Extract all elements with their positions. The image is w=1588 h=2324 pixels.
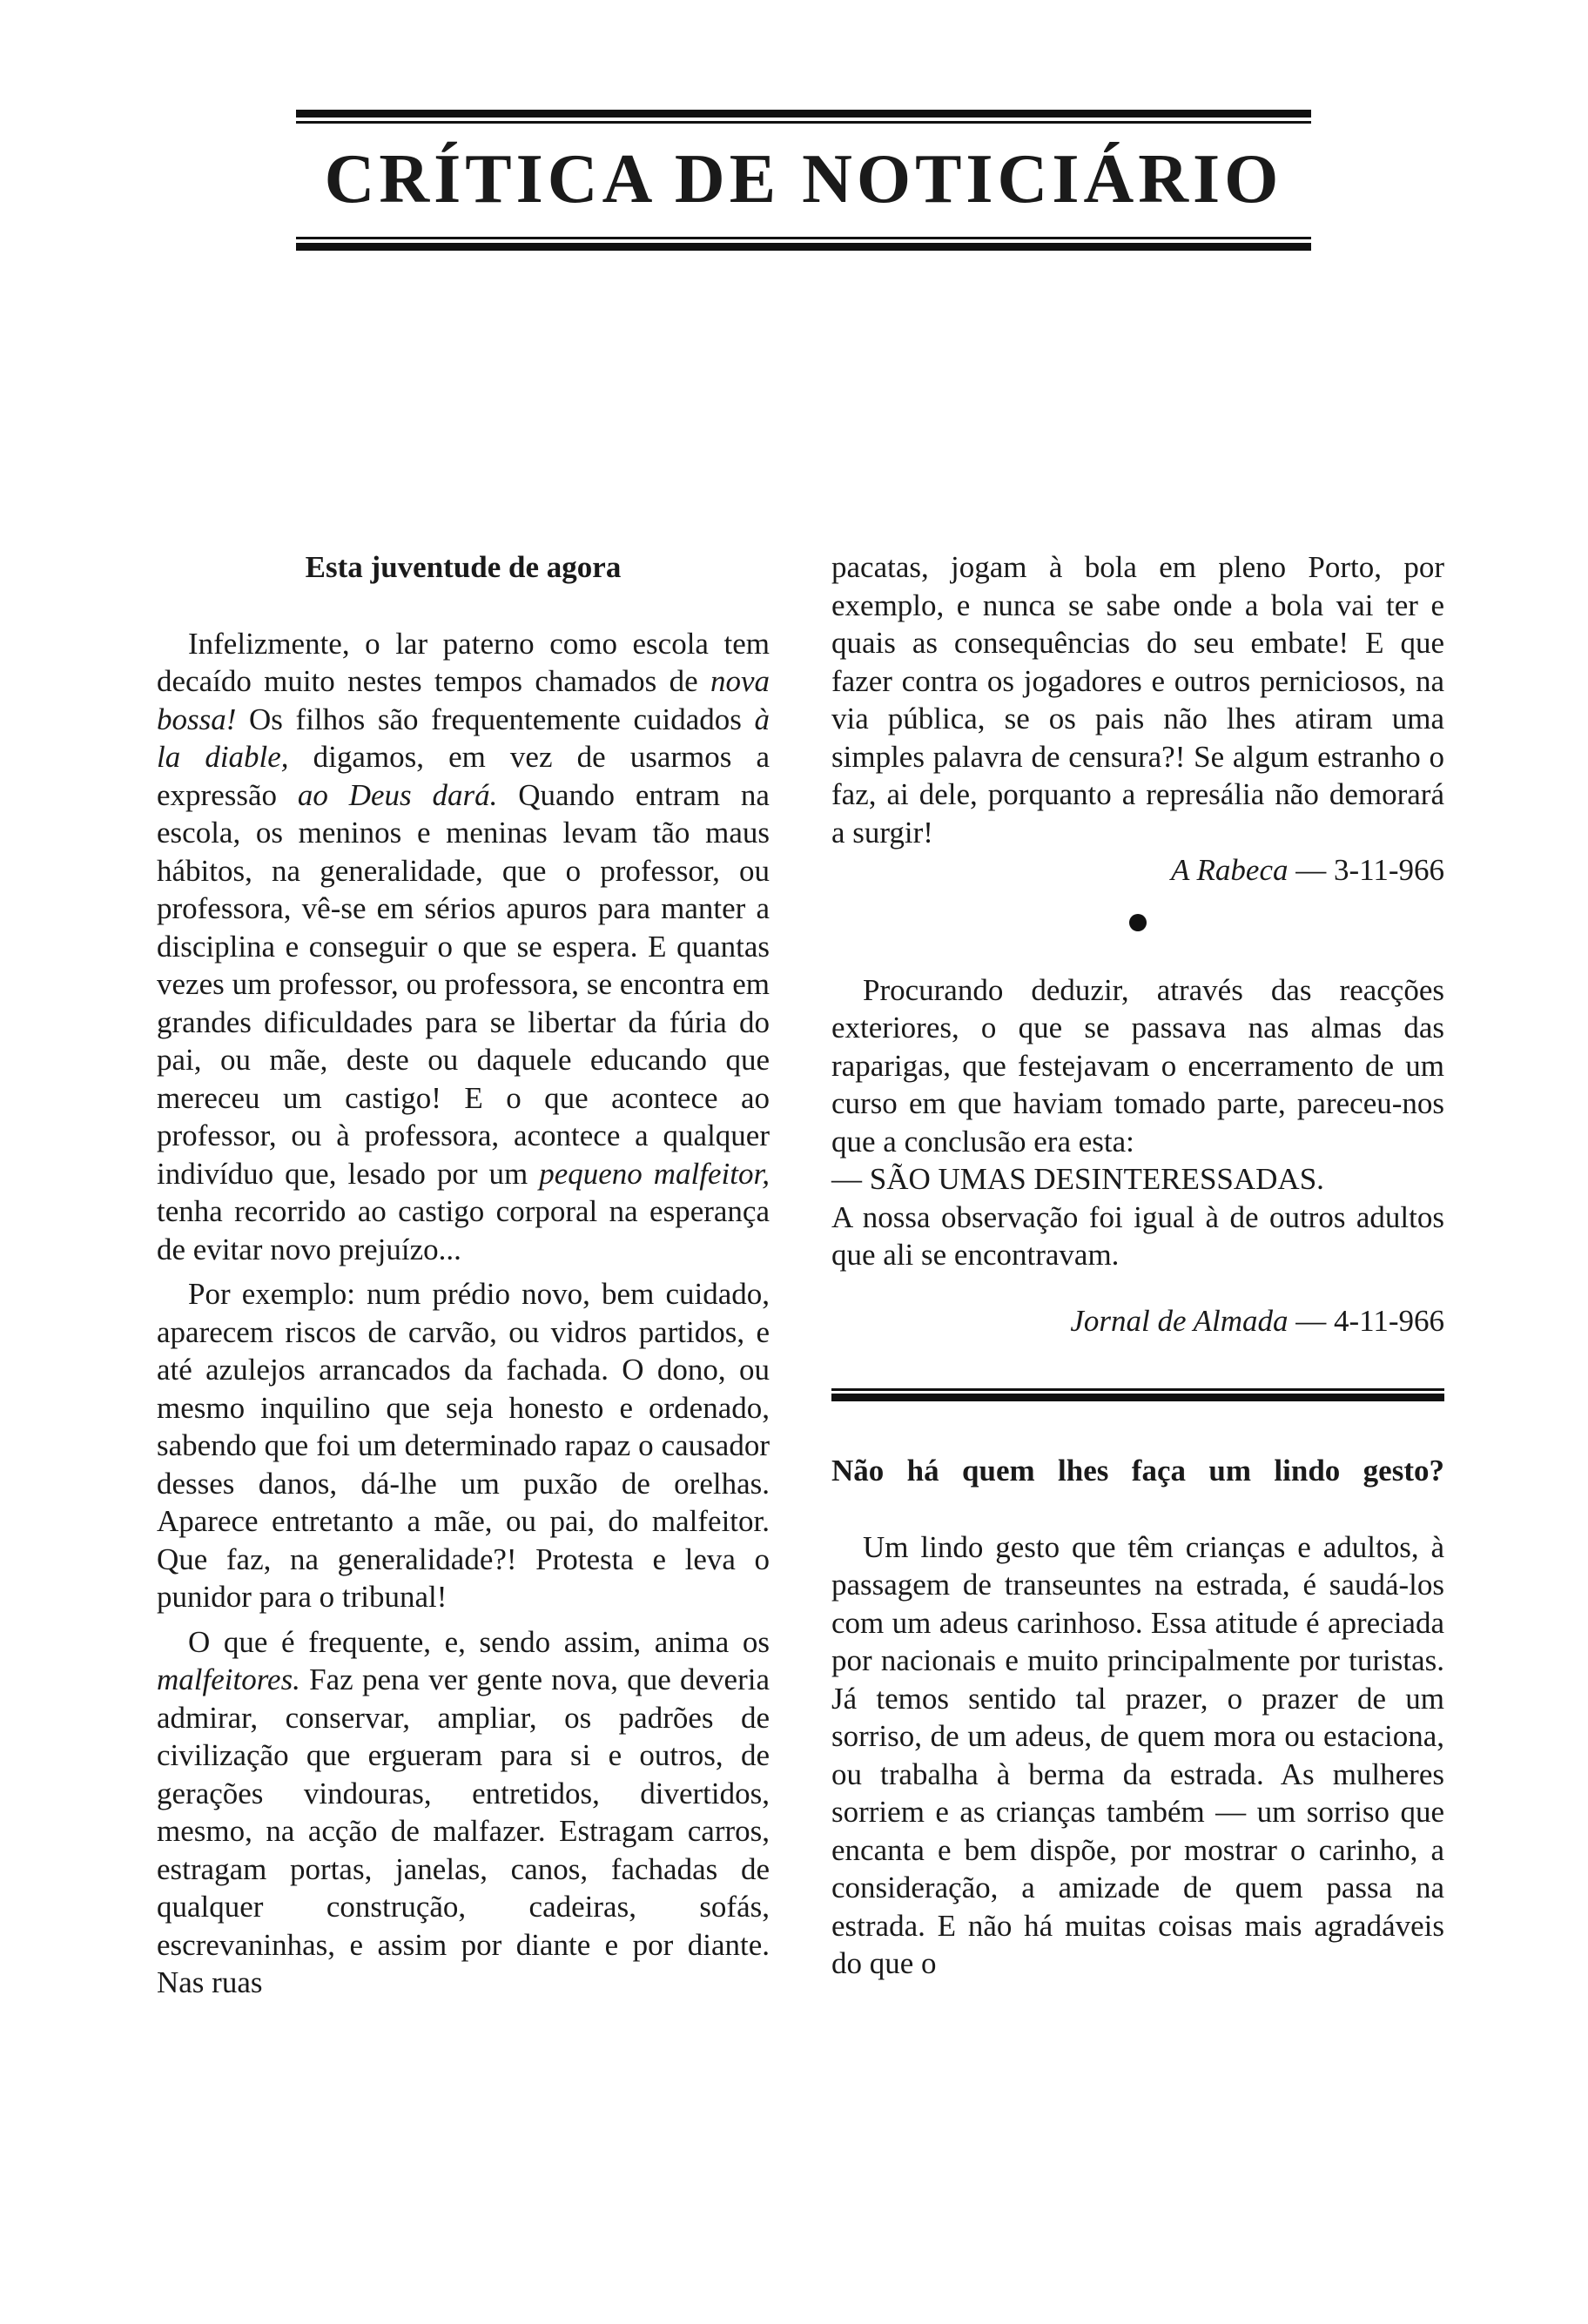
masthead-bottom-thick-rule bbox=[296, 243, 1311, 251]
text-run: Infelizmente, o lar paterno como escola tem decaído muito nestes tempos chamados de bbox=[157, 626, 770, 698]
separator-thin-rule bbox=[831, 1388, 1444, 1391]
article-paragraph: Por exemplo: num prédio novo, bem cuidado, aparecem riscos de carvão, ou vidros partidos, e até azulejos arrancados da fachada. O dono, ou mesmo inquilino que seja honesto e ordenado, sabendo que foi um determinado rapaz o causador desses danos, dá-lhe um puxão de orelhas. Aparece entretanto a mãe, ou pai, do malfeitor. Que faz, na generalidade?! Protesta e leva o punidor para o tribunal! bbox=[157, 1277, 770, 1614]
text-run: tenha recorrido ao castigo corporal na esperança de evitar novo prejuízo... bbox=[157, 1194, 770, 1266]
source-date: — 3-11-966 bbox=[1288, 853, 1444, 887]
source-name: A Rabeca bbox=[1171, 853, 1289, 887]
italic-text: à la diable, bbox=[157, 702, 770, 774]
text-run: Quando entram na escola, os meninos e meninas levam tão maus hábitos, na generalidade, que o professor, ou professora, vê-se em sérios apuros para manter a disciplina e conseguir o que se espera. E quantas vezes um professor, ou professora, se encontra em grandes dificuldades para se libertar da fúria do pai, ou mãe, deste ou daquele educando que mereceu um castigo! E o que acontece ao professor, ou à professora, acontece a qualquer indivíduo que, lesado por um bbox=[157, 777, 770, 1191]
italic-text: malfeitores. bbox=[157, 1662, 300, 1696]
text-run: digamos, em vez de usarmos a expressão bbox=[157, 740, 770, 812]
article-paragraph: Um lindo gesto que têm crianças e adultos, à passagem de transeuntes na estrada, é saudá-los com um adeus carinhoso. Essa atitude é apreciada por nacionais e muito principalmente por turistas. Já temos sentido tal prazer, o prazer de um sorriso, de um adeus, de quem mora ou estaciona, ou trabalha à berma da estrada. As mulheres sorriem e as crianças também — um sorriso que encanta e bem dispõe, por mostrar o carinho, a consideração, a amizade de quem passa na estrada. E não há muitas coisas mais agradáveis do que o bbox=[831, 1529, 1444, 1980]
article-paragraph bbox=[157, 625, 770, 1269]
article-paragraph bbox=[157, 1623, 770, 2002]
right-column bbox=[831, 548, 1444, 1983]
masthead-top-thick-rule bbox=[296, 110, 1311, 118]
source-line bbox=[831, 851, 1444, 890]
italic-text: nova bossa! bbox=[157, 664, 770, 736]
section-separator bbox=[831, 1388, 1444, 1401]
masthead-bottom-thin-rule bbox=[296, 237, 1311, 239]
separator-thick-rule bbox=[831, 1394, 1444, 1401]
text-run: Faz pena ver gente nova, que deveria admirar, conservar, ampliar, os padrões de civilização que ergueram para si e outros, de gerações vindouras, entretidos, divertidos, mesmo, na acção de malfazer. Estragam carros, estragam portas, janelas, canos, fachadas de qualquer construção, cadeiras, sofás, escrevaninhas, e assim por diante e por diante. Nas ruas bbox=[157, 1662, 770, 1999]
source-name: Jornal de Almada bbox=[1070, 1303, 1289, 1338]
article-heading: Esta juventude de agora bbox=[305, 550, 622, 584]
page-title: CRÍTICA DE NOTICIÁRIO bbox=[324, 141, 1283, 218]
text-run: O que é frequente, e, sendo assim, anima os bbox=[188, 1624, 770, 1659]
source-date: — 4-11-966 bbox=[1288, 1303, 1444, 1338]
italic-text: ao Deus dará. bbox=[297, 777, 498, 812]
article-paragraph: A nossa observação foi igual à de outros adultos que ali se encontravam. bbox=[831, 1199, 1444, 1272]
masthead bbox=[296, 110, 1311, 251]
quote-line: — SÃO UMAS DESINTERESSADAS. bbox=[831, 1162, 1324, 1196]
source-line bbox=[831, 1302, 1444, 1340]
bullet-separator bbox=[1129, 914, 1147, 931]
article-paragraph-continued: pacatas, jogam à bola em pleno Porto, por exemplo, e nunca se sabe onde a bola vai ter e quais as consequências do seu embate! E que fazer contra os jogadores e outros perniciosos, na via pública, se os pais não lhes atiram uma simples palavra de censura?! Se algum estranho o faz, ai dele, porquanto a represália não demorará a surgir! bbox=[831, 550, 1444, 850]
left-column bbox=[157, 548, 770, 2002]
text-run: Os filhos são frequentemente cuidados bbox=[236, 702, 755, 736]
article-paragraph: Procurando deduzir, através das reacções exteriores, o que se passava nas almas das raparigas, que festejavam o encerramento de um curso em que haviam tomado parte, pareceu-nos que a conclusão era esta: bbox=[831, 972, 1444, 1159]
article-heading: Não há quem lhes faça um lindo gesto? bbox=[831, 1454, 1444, 1488]
article-continuation bbox=[831, 548, 1444, 1983]
italic-text: pequeno malfeitor, bbox=[539, 1156, 770, 1191]
